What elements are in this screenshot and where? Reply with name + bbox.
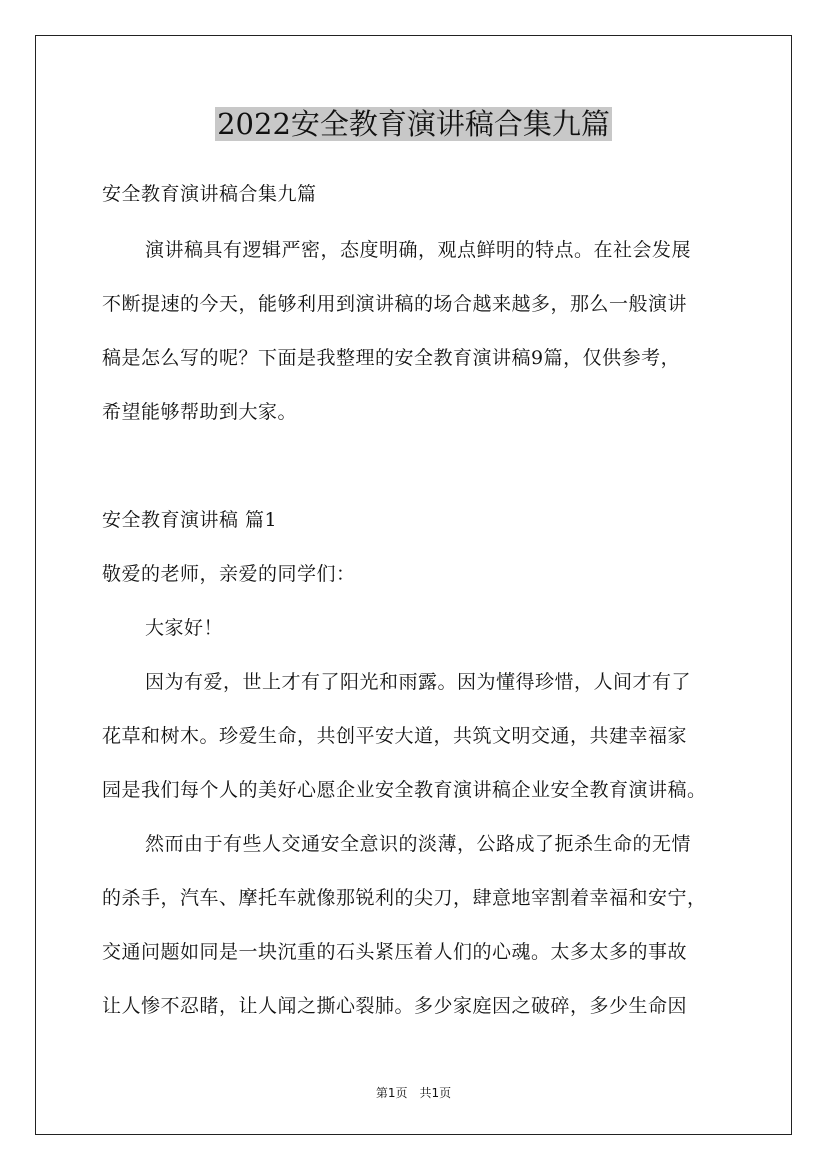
page-footer: 第1页 共1页 [375,1086,452,1100]
salutation: 敬爱的老师，亲爱的同学们： [102,563,356,585]
section-heading: 安全教育演讲稿 篇1 [102,509,278,531]
para2-line-3: 交通问题如同是一块沉重的石头紧压着人们的心魂。太多太多的事故 [102,941,688,963]
document-subtitle: 安全教育演讲稿合集九篇 [102,183,317,205]
intro-line-2: 不断提速的今天，能够利用到演讲稿的场合越来越多，那么一般演讲 [102,293,688,315]
intro-line-3: 稿是怎么写的呢？下面是我整理的安全教育演讲稿9篇，仅供参考， [102,347,681,369]
greeting: 大家好！ [145,617,224,639]
para2-line-2: 的杀手，汽车、摩托车就像那锐利的尖刀，肆意地宰割着幸福和安宁， [102,887,707,909]
intro-line-4: 希望能够帮助到大家。 [102,401,298,423]
document-title-text: 2022安全教育演讲稿合集九篇 [217,107,610,141]
para1-line-2: 花草和树木。珍爱生命，共创平安大道，共筑文明交通，共建幸福家 [102,725,688,747]
para1-line-1: 因为有爱，世上才有了阳光和雨露。因为懂得珍惜，人间才有了 [145,671,692,693]
para2-line-4: 让人惨不忍睹，让人闻之撕心裂肺。多少家庭因之破碎，多少生命因 [102,995,688,1017]
intro-line-1: 演讲稿具有逻辑严密，态度明确，观点鲜明的特点。在社会发展 [145,239,692,261]
document-title [0,104,827,144]
para2-line-1: 然而由于有些人交通安全意识的淡薄，公路成了扼杀生命的无情 [145,833,692,855]
para1-line-3: 园是我们每个人的美好心愿企业安全教育演讲稿企业安全教育演讲稿。 [102,779,707,801]
